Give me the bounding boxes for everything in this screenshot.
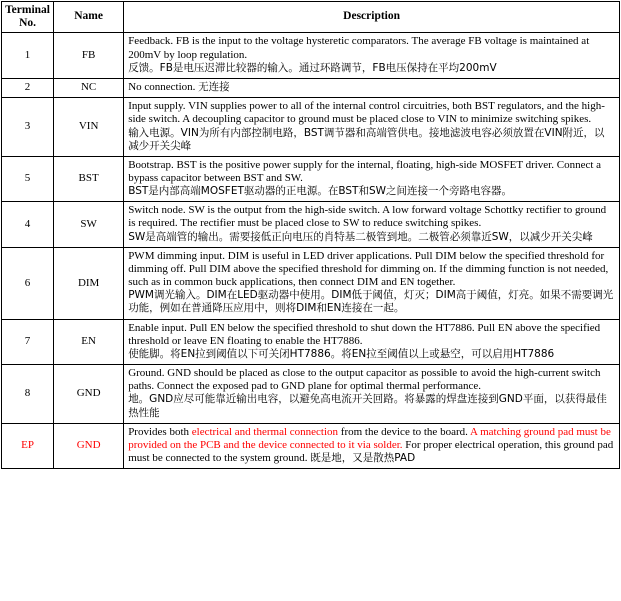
description-part-1: Provides both [128, 425, 192, 438]
cell-name: BST [54, 156, 124, 202]
table-row [2, 156, 620, 202]
description-part-2: from the device to the board. [338, 425, 471, 438]
table-row [2, 33, 620, 79]
header-terminal-no-line1: Terminal [5, 4, 51, 16]
cell-terminal-no: 8 [2, 365, 54, 424]
cell-terminal-no: 6 [2, 247, 54, 319]
description-english: Switch node. SW is the output from the high-side switch. A low forward voltage Schottky rectifier to ground is required. The rectifier must be placed close to SW to reduce switching spikes. [128, 204, 607, 230]
cell-description [124, 33, 620, 79]
description-english [128, 426, 615, 466]
header-terminal-no-line2: No. [19, 17, 36, 30]
description-english: Input supply. VIN supplies power to all of the internal control circuitries, both BST regulators, and the high-side switch. A decoupling capacitor to ground must be placed close to VIN to minimize switching spikes. [128, 100, 605, 126]
cell-description [124, 365, 620, 424]
cell-name: SW [54, 202, 124, 248]
description-english: PWM dimming input. DIM is useful in LED driver applications. Pull DIM below the specified threshold for dimming off. Pull DIM above the specified threshold for dimming on. If the dimming function is not needed, such as in common buck applications, then connect DIM and EN together. [128, 249, 609, 289]
table-row [2, 319, 620, 365]
cell-description [124, 98, 620, 157]
header-description: Description [124, 2, 620, 33]
table-row [2, 202, 620, 248]
cell-description [124, 78, 620, 97]
description-highlight-1: electrical and thermal connection [191, 425, 339, 438]
cell-terminal-no: 5 [2, 156, 54, 202]
description-chinese: 地。GND应尽可能靠近输出电容，以避免高电流开关回路。将暴露的焊盘连接到GND平面，以获得最佳热性能 [128, 393, 607, 419]
description-chinese: 既是地，又是散热PAD [310, 452, 416, 465]
description-chinese: 反馈。FB是电压迟滞比较器的输入。通过环路调节，FB电压保持在平均200mV [128, 61, 497, 74]
cell-name: NC [54, 78, 124, 97]
cell-name: GND [54, 365, 124, 424]
table-row [2, 247, 620, 319]
cell-name: GND [54, 423, 124, 469]
header-name: Name [54, 2, 124, 33]
table-row [2, 98, 620, 157]
table-row [2, 365, 620, 424]
cell-terminal-no: 4 [2, 202, 54, 248]
table-row [2, 423, 620, 469]
cell-name: DIM [54, 247, 124, 319]
description-highlight-2: A matching ground pad must be provided on the PCB and the device connected to it via solder. [128, 425, 611, 451]
cell-terminal-no: 1 [2, 33, 54, 79]
cell-name: FB [54, 33, 124, 79]
pin-description-table [1, 1, 620, 469]
description-english: Enable input. Pull EN below the specified threshold to shut down the HT7886. Pull EN above the specified threshold or leave EN floating to enable the HT7886. [128, 321, 601, 347]
cell-description [124, 202, 620, 248]
description-chinese: SW是高端管的输出。需要接低正向电压的肖特基二极管到地。二极管必须靠近SW，以减少开关尖峰 [128, 230, 593, 243]
description-english: Ground. GND should be placed as close to the output capacitor as possible to avoid the high-current switch paths. Connect the exposed pad to GND plane for optimal thermal performance. [128, 367, 601, 393]
description-chinese: PWM调光输入。DIM在LED驱动器中使用。DIM低于阈值，灯灭；DIM高于阈值，灯亮。如果不需要调光功能，例如在普通降压应用中，则将DIM和EN连接在一起。 [128, 289, 614, 315]
description-line [128, 81, 615, 94]
cell-description [124, 247, 620, 319]
cell-description [124, 423, 620, 469]
description-part-3: For proper electrical operation, this ground pad must be connected to the system ground. [128, 438, 614, 465]
cell-description [124, 156, 620, 202]
cell-terminal-no: 2 [2, 78, 54, 97]
cell-terminal-no: EP [2, 423, 54, 469]
description-english: No connection. [128, 80, 196, 93]
description-chinese: 使能脚。将EN拉到阈值以下可关闭HT7886。将EN拉至阈值以上或悬空，可以启用HT7886 [128, 347, 555, 360]
cell-description [124, 319, 620, 365]
description-english: Feedback. FB is the input to the voltage hysteretic comparators. The average FB voltage is maintained at 200mV by loop regulation. [128, 35, 590, 61]
table-row [2, 78, 620, 97]
cell-name: VIN [54, 98, 124, 157]
header-terminal-no [2, 2, 54, 33]
description-chinese: BST是内部高端MOSFET驱动器的正电源。在BST和SW之间连接一个旁路电容器。 [128, 185, 513, 198]
cell-terminal-no: 7 [2, 319, 54, 365]
cell-terminal-no: 3 [2, 98, 54, 157]
cell-name: EN [54, 319, 124, 365]
description-chinese: 输入电源。VIN为所有内部控制电路，BST调节器和高端管供电。接地滤波电容必须放置在VIN附近，以减少开关尖峰 [128, 126, 605, 152]
description-chinese: 无连接 [198, 80, 230, 93]
description-english: Bootstrap. BST is the positive power supply for the internal, floating, high-side MOSFET driver. Connect a bypass capacitor between BST and SW. [128, 158, 602, 184]
table-header-row [2, 2, 620, 33]
